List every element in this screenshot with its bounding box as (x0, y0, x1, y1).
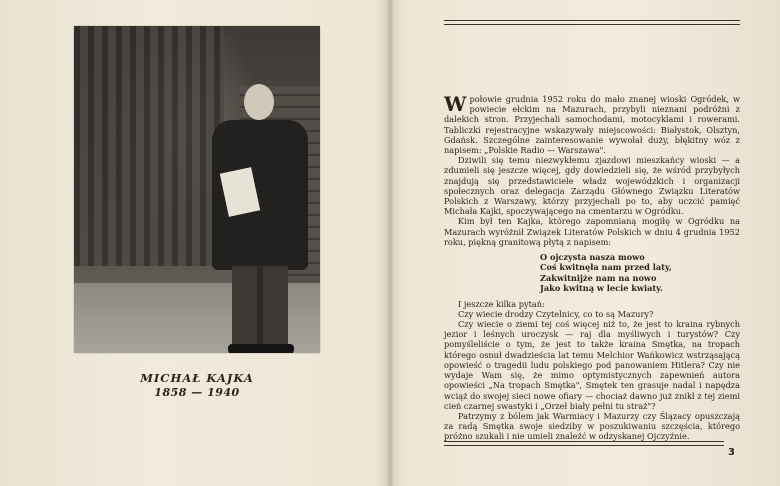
paragraph-1: Wpołowie grudnia 1952 roku do mało znanej wioski Ogródek, w powiecie ełckim na Mazurach, przybyli nieznani podróżni z dalekich stron. Przyjechali samochodami, motocyklami i rowerami. Tabliczki rejestracyjne wskazywały miejscowości: Białystok, Olsztyn, Gdańsk. Szczególne zainteresowanie wywołał duży, błękitny wóz z napisem: „Polskie Radio — Warszawa". (444, 92, 740, 156)
photo-caption-years: 1858 — 1940 (154, 386, 240, 399)
photo-man-figure (202, 86, 258, 353)
bottom-rule-2 (444, 445, 724, 446)
book-gutter (386, 0, 394, 486)
paragraph-6: Czy wiecie o ziemi tej coś więcej niż to, że jest to kraina rybnych jezior i leśnych uroczysk — raj dla myśliwych i turystów? Czy pomyśleliście o tym, że jest to także kraina Smętka, na tropach którego osnuł dwadzieścia lat temu Melchior Wańkowicz wstrząsającą opowieść o tragedii ludu polskiego pod panowaniem Hitlera? Czy nie wydaje Wam się, że mimo optymistycznych zapewnień autora opowieści „Na tropach Smętka", Smętek ten grasuje nadal i napędza wciąż do swojej sieci nowe ofiary — chociaż dawno już znikł z tej ziemi cień czarnej swastyki i „Orzeł biały pełni tu straż"? (444, 319, 740, 411)
article-text (444, 94, 740, 442)
poem-line: Zakwitnijże nam na nowo (540, 272, 657, 283)
drop-cap: W (444, 92, 467, 116)
top-rule-1 (444, 20, 740, 21)
bottom-rule-1 (444, 441, 724, 442)
page-number: 3 (728, 447, 735, 458)
inscription-poem (540, 252, 740, 294)
top-rule-2 (444, 24, 740, 25)
portrait-photo (74, 26, 320, 353)
poem-line: O ojczysta nasza mowo (540, 252, 645, 263)
paragraph-2: Dziwili się temu niezwykłemu zjazdowi mieszkańcy wioski — a zdumieli się jeszcze więcej, gdy dowiedzieli się, że wśród przybyłych znajdują się przedstawiciele władz wojewódzkich i organizacji społecznych oraz delegacja Zarządu Głównego Związku Literatów Polskich z Warszawy, którzy przyjechali po to, aby uczcić pamięć Michała Kajki, spoczywającego na cmentarzu w Ogródku. (444, 155, 740, 217)
paragraph-3: Kim był ten Kajka, którego zapomnianą mogiłę w Ogródku na Mazurach wyróżnił Związek Literatów Polskich w dniu 4 grudnia 1952 roku, piękną granitową płytą z napisem: (444, 216, 740, 247)
poem-line: Coś kwitnęła nam przed laty, (540, 262, 672, 273)
paragraph-5: Czy wiecie drodzy Czytelnicy, co to są Mazury? (458, 308, 654, 319)
paragraph-4: I jeszcze kilka pytań: (458, 298, 545, 309)
poem-line: Jako kwitną w lecie kwiaty. (540, 283, 663, 294)
photo-caption-name: MICHAŁ KAJKA (140, 371, 254, 385)
paragraph-7: Patrzymy z bólem jak Warmiacy i Mazurzy czy Ślązacy opuszczają za radą Smętka swoje siedziby w poszukiwaniu szczęścia, którego próżno szukali i nie umieli znaleźć w odzyskanej Ojczyźnie. (444, 410, 740, 442)
